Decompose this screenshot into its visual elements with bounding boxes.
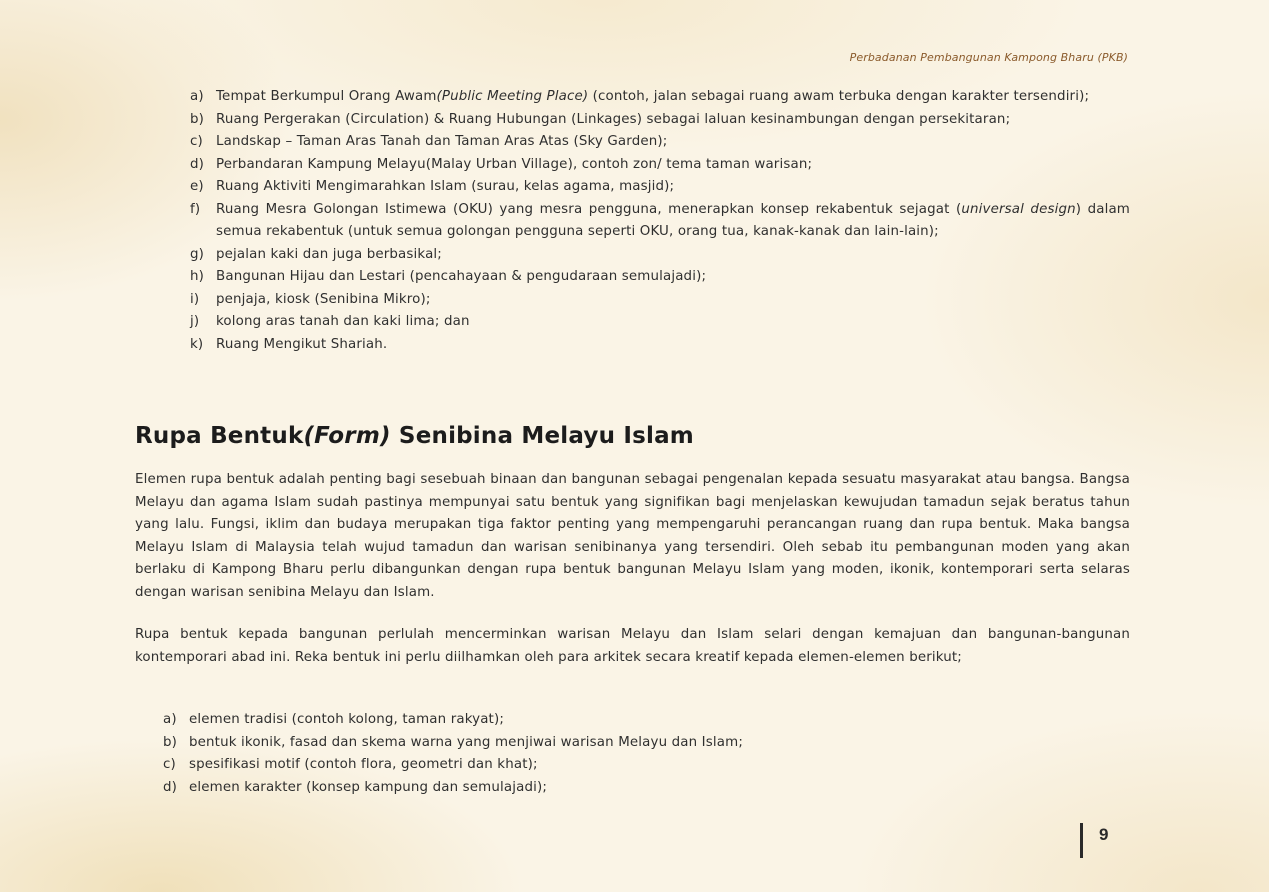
section-title: Rupa Bentuk(Form) Senibina Melayu Islam [135,423,694,449]
list-item: i) penjaja, kiosk (Senibina Mikro); [216,289,1130,312]
list-marker: h) [190,269,205,284]
requirements-list [190,86,1130,356]
form-elements-list [163,709,949,799]
list-item: k) Ruang Mengikut Shariah. [216,334,1130,357]
list-item: b) bentuk ikonik, fasad dan skema warna yang menjiwai warisan Melayu dan Islam; [189,732,949,755]
page-number: 9 [1099,825,1109,844]
list-item: d) Perbandaran Kampung Melayu(Malay Urban Village), contoh zon/ tema taman warisan; [216,154,1130,177]
list-marker: a) [190,89,204,104]
list-marker: d) [190,156,205,172]
running-header: Perbadanan Pembangunan Kampong Bharu (PKB) [849,51,1128,64]
page-number-divider [1080,823,1083,858]
list-item: c) spesifikasi motif (contoh flora, geometri dan khat); [189,754,949,777]
list-marker: c) [163,757,176,772]
list-item: d) elemen karakter (konsep kampung dan semulajadi); [189,777,949,800]
list-marker: j) [190,314,200,329]
list-marker: a) [163,712,177,727]
list-item: g) pejalan kaki dan juga berbasikal; [216,244,1130,267]
list-marker: f) [190,201,201,217]
body-paragraph: Elemen rupa bentuk adalah penting bagi sesebuah binaan dan bangunan sebagai pengenalan kepada sesuatu masyarakat atau bangsa. Bangsa Melayu dan agama Islam sudah pastinya mempunyai satu bentuk yang signifikan bagi menjelaskan kewujudan tamadun sejak beratus tahun yang lalu. Fungsi, iklim dan budaya merupakan tiga faktor penting yang mempengaruhi perancangan ruang dan rupa bentuk. Maka bangsa Melayu Islam di Malaysia telah wujud tamadun dan warisan senibinanya yang tersendiri. Oleh sebab itu pembangunan moden yang akan berlaku di Kampong Bharu perlu dibangunkan dengan rupa bentuk bangunan Melayu Islam yang moden, ikonik, kontemporari serta selaras dengan warisan senibina Melayu dan Islam. [135,472,1130,600]
body-paragraph: Rupa bentuk kepada bangunan perlulah mencerminkan warisan Melayu dan Islam selari dengan kemajuan dan bangunan-bangunan kontemporari abad ini. Reka bentuk ini perlu diilhamkan oleh para arkitek secara kreatif kepada elemen-elemen berikut; [135,627,1130,665]
list-marker: b) [190,111,205,127]
list-marker: g) [190,246,205,262]
list-marker: d) [163,779,178,795]
list-marker: k) [190,336,204,352]
list-item: a) Tempat Berkumpul Orang Awam(Public Meeting Place) (contoh, jalan sebagai ruang awam terbuka dengan karakter tersendiri); [216,86,1130,109]
list-item: a) elemen tradisi (contoh kolong, taman rakyat); [189,709,949,732]
list-marker: e) [190,179,204,194]
list-item: f) Ruang Mesra Golongan Istimewa (OKU) yang mesra pengguna, menerapkan konsep rekabentuk sejagat (universal design) dalam semua rekabentuk (untuk semua golongan pengguna seperti OKU, orang tua, kanak-kanak dan lain-lain); [216,199,1130,244]
list-marker: b) [163,734,178,750]
list-marker: c) [190,134,203,149]
list-marker: i) [190,291,200,307]
list-item: e) Ruang Aktiviti Mengimarahkan Islam (surau, kelas agama, masjid); [216,176,1130,199]
list-item: h) Bangunan Hijau dan Lestari (pencahayaan & pengudaraan semulajadi); [216,266,1130,289]
list-item: j) kolong aras tanah dan kaki lima; dan [216,311,1130,334]
list-item: b) Ruang Pergerakan (Circulation) & Ruang Hubungan (Linkages) sebagai laluan kesinambungan dengan persekitaran; [216,109,1130,132]
list-item: c) Landskap – Taman Aras Tanah dan Taman Aras Atas (Sky Garden); [216,131,1130,154]
